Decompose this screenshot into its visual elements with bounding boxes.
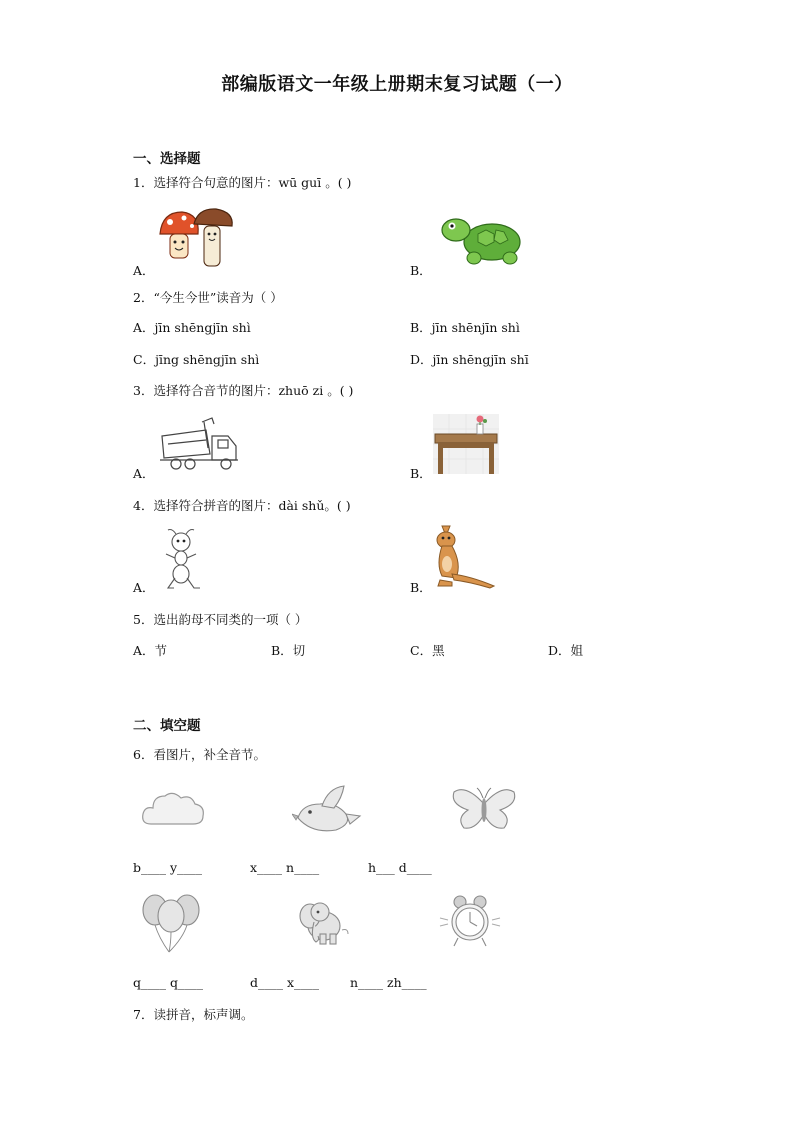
balloons-icon: [139, 892, 203, 954]
q2-option-d[interactable]: D．jīn shēngjīn shī: [410, 352, 529, 367]
turtle-icon[interactable]: [438, 212, 526, 268]
page-title: 部编版语文一年级上册期末复习试题（一）: [221, 74, 573, 95]
ant-icon[interactable]: [160, 528, 204, 590]
q5-option-b[interactable]: B．切: [271, 643, 306, 658]
q3-option-b-label[interactable]: B．: [410, 466, 432, 481]
q2-option-c[interactable]: C．jīng shēngjīn shì: [133, 352, 260, 367]
question-5: 5．选出韵母不同类的一项（ ）: [133, 612, 308, 627]
q6-answer-butterfly[interactable]: h___ d____: [368, 860, 432, 875]
butterfly-icon: [450, 784, 518, 836]
q4-option-a-label[interactable]: A．: [133, 580, 155, 595]
q4-option-b-label[interactable]: B．: [410, 580, 432, 595]
elephant-icon: [294, 900, 350, 946]
q6-answer-bird[interactable]: x____ n____: [250, 860, 320, 875]
cloud-icon: [141, 788, 205, 830]
bird-icon: [292, 784, 362, 836]
alarm-clock-icon: [438, 894, 502, 950]
kangaroo-icon[interactable]: [430, 524, 496, 590]
section-heading-fill: 二、填空题: [133, 718, 201, 734]
question-6: 6．看图片，补全音节。: [133, 747, 266, 762]
dump-truck-icon[interactable]: [156, 414, 242, 476]
q1-option-b-label[interactable]: B．: [410, 263, 432, 278]
mushroom-icon[interactable]: [156, 206, 236, 270]
q5-option-a[interactable]: A．节: [133, 643, 168, 658]
q2-option-a[interactable]: A．jīn shēngjīn shì: [133, 320, 251, 335]
question-1: 1．选择符合句意的图片：wū guī 。( ): [133, 175, 352, 190]
q6-answer-balloons[interactable]: q____ q____: [133, 975, 203, 990]
question-3: 3．选择符合音节的图片：zhuō zi 。( ): [133, 383, 354, 398]
q3-option-a-label[interactable]: A．: [133, 466, 155, 481]
question-4: 4．选择符合拼音的图片：dài shǔ。( ): [133, 498, 351, 513]
q6-answer-clock[interactable]: n____ zh____: [350, 975, 427, 990]
q6-answer-elephant[interactable]: d____ x____: [250, 975, 320, 990]
question-7: 7．读拼音，标声调。: [133, 1007, 254, 1022]
q2-option-b[interactable]: B．jīn shēnjīn shì: [410, 320, 520, 335]
question-2: 2．“今生今世”读音为（ ）: [133, 290, 283, 305]
section-heading-choice: 一、选择题: [133, 151, 201, 167]
q6-answer-cloud[interactable]: b____ y____: [133, 860, 203, 875]
q5-option-c[interactable]: C．黑: [410, 643, 445, 658]
table-icon[interactable]: [433, 414, 499, 474]
q1-option-a-label[interactable]: A．: [133, 263, 155, 278]
q5-option-d[interactable]: D．姐: [548, 643, 584, 658]
